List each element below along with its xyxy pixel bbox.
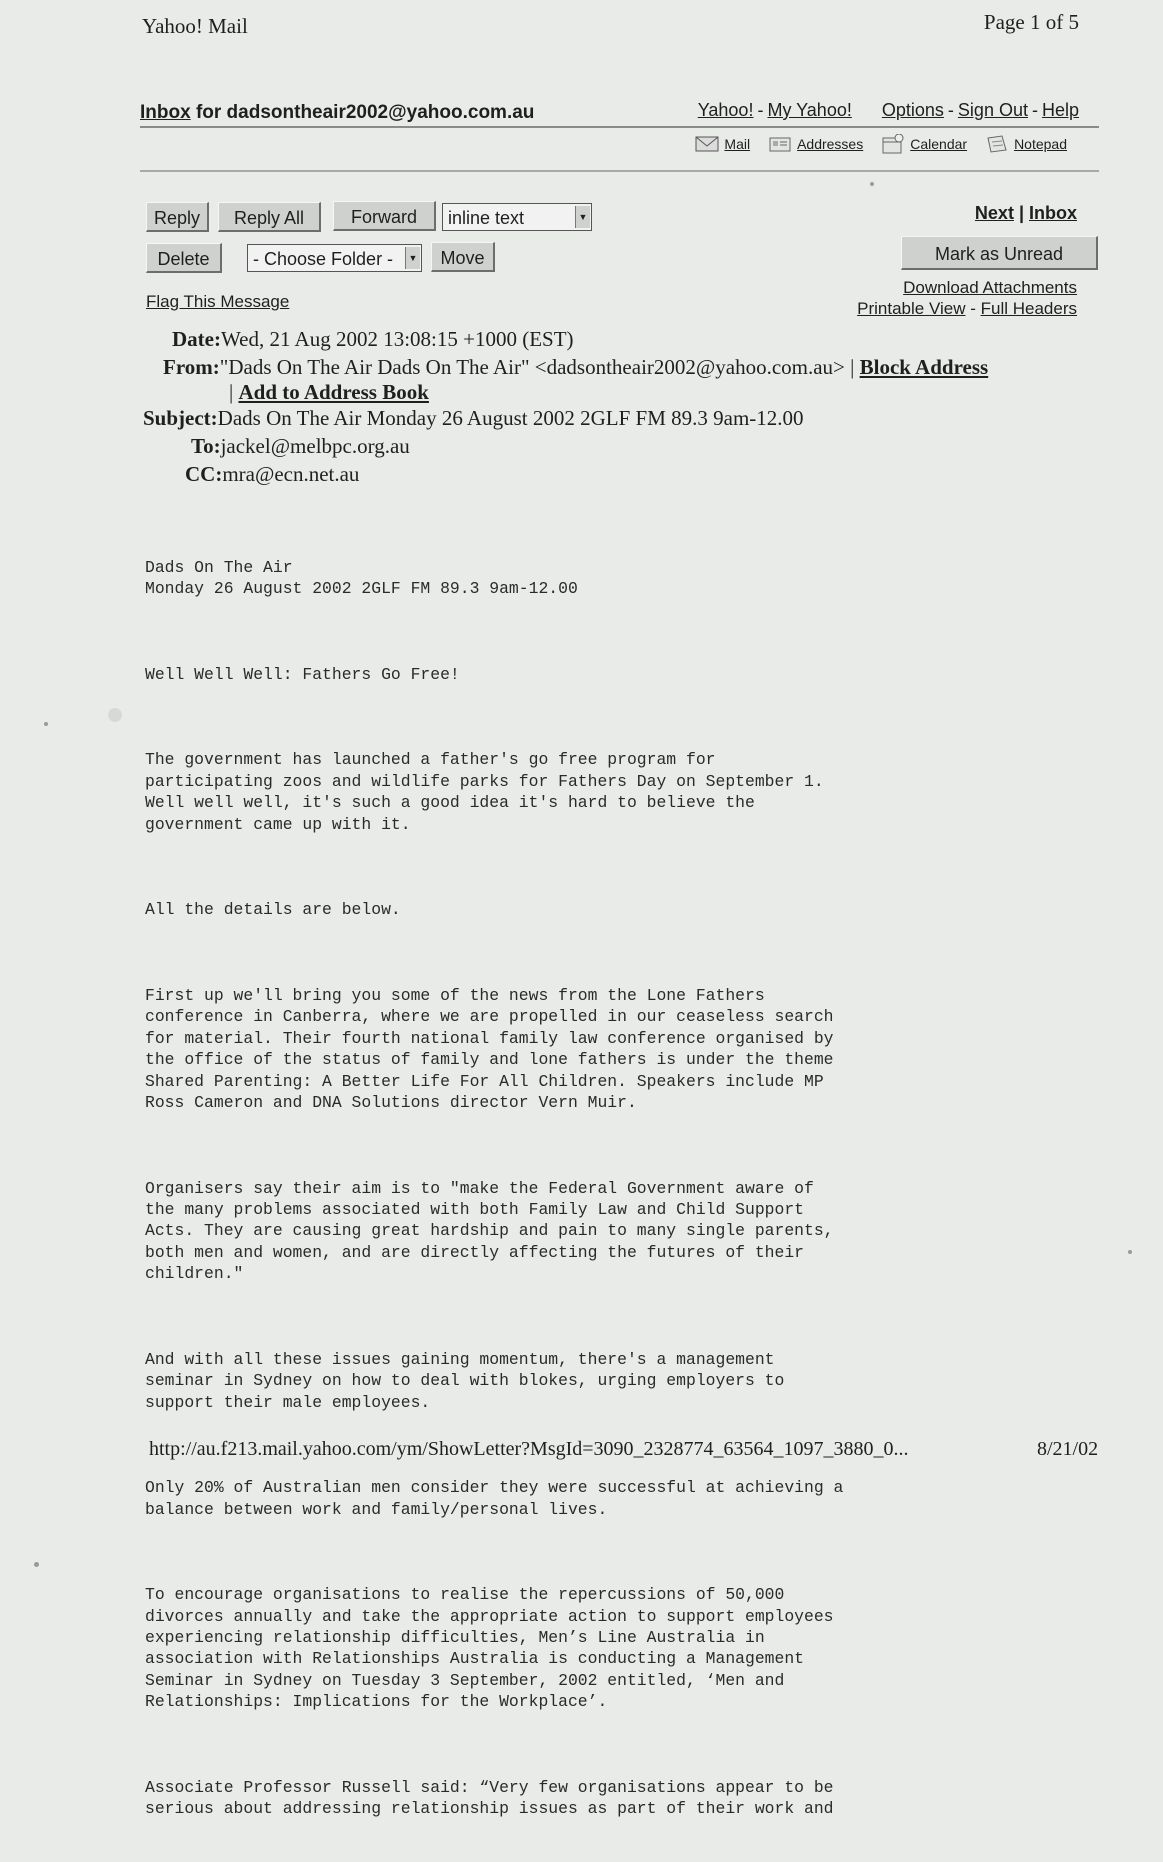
body-paragraph: First up we'll bring you some of the news from the Lone Fathers conference in Canberra, where we are propelled in our ceaseless search for material. Their fourth national family law conference organised by the office of the status of family and lone fathers is under the theme Shared Parenting: A Better Life For All Children. Speakers include MP Ross Cameron and DNA Solutions director Vern Muir. [145, 985, 834, 1112]
inbox-header [140, 102, 534, 124]
full-headers-link[interactable]: Full Headers [980, 299, 1077, 318]
addresses-icon [768, 135, 792, 153]
header-from-actions [229, 380, 429, 405]
choose-folder-value: - Choose Folder - [253, 249, 394, 269]
move-button[interactable]: Move [431, 242, 495, 272]
top-links [698, 100, 1079, 121]
print-footer-url: http://au.f213.mail.yahoo.com/ym/ShowLetter?MsgId=3090_2328774_63564_1097_3880_0... [149, 1438, 909, 1460]
calendar-icon [881, 134, 905, 154]
reply-format-value: inline text [448, 208, 525, 228]
download-attachments-link[interactable]: Download Attachments [903, 278, 1077, 297]
body-paragraph: To encourage organisations to realise the repercussions of 50,000 divorces annually and take the appropriate action to support employees experiencing relationship difficulties, Men’s Line Australia in association with Relationships Australia is conducting a Management Seminar in Sydney on Tuesday 3 September, 2002 entitled, ‘Men and Relationships: Implications for the Workplace’. [145, 1585, 834, 1712]
mail-icon [695, 135, 719, 153]
block-address-link[interactable]: Block Address [859, 355, 989, 379]
delete-button[interactable]: Delete [146, 243, 222, 273]
subject-label: Subject: [143, 406, 218, 430]
body-paragraph: The government has launched a father's go free program for participating zoos and wildlife parks for Fathers Day on September 1. Well well well, it's such a good idea it's hard to believe the government came up with it. [145, 750, 824, 834]
body-paragraph: All the details are below. [145, 900, 401, 920]
choose-folder-select[interactable] [247, 244, 422, 272]
add-to-address-book-link[interactable]: Add to Address Book [238, 380, 429, 404]
sign-out-link[interactable]: Sign Out [957, 100, 1028, 120]
scan-speck [1128, 1250, 1132, 1254]
print-page-number: Page 1 of 5 [983, 10, 1079, 34]
flag-message-link[interactable]: Flag This Message [146, 292, 290, 311]
body-paragraph: Associate Professor Russell said: “Very few organisations appear to be serious about addressing relationship issues as part of their work and [145, 1777, 834, 1819]
nav-divider [140, 170, 1099, 172]
print-footer-date: 8/21/02 [1037, 1438, 1099, 1460]
header-date-row [172, 327, 574, 352]
chevron-down-icon: ▼ [405, 247, 420, 269]
separator: | [229, 380, 234, 404]
header-cc-row [185, 462, 359, 487]
service-mail[interactable] [695, 135, 750, 153]
separator: - [757, 100, 764, 120]
body-paragraph: And with all these issues gaining momentum, there's a management seminar in Sydney on how to deal with blokes, urging employers to support their male employees. [145, 1349, 785, 1412]
print-header-title: Yahoo! Mail [142, 14, 248, 38]
body-paragraph: Well Well Well: Fathers Go Free! [145, 664, 460, 684]
chevron-down-icon: ▼ [575, 206, 590, 228]
date-value: Wed, 21 Aug 2002 13:08:15 +1000 (EST) [220, 327, 574, 351]
forward-button[interactable]: Forward [333, 201, 436, 231]
header-to-row [191, 434, 410, 459]
inbox-account-label: for dadsontheair2002@yahoo.com.au [195, 102, 535, 123]
to-label: To: [191, 434, 221, 458]
scan-speck [34, 1562, 39, 1567]
from-value: "Dads On The Air Dads On The Air" <dadsontheair2002@yahoo.com.au> [219, 355, 845, 379]
from-label: From: [163, 355, 220, 379]
service-calendar[interactable] [881, 134, 967, 154]
separator: - [1031, 100, 1038, 120]
body-paragraph: Only 20% of Australian men consider they were successful at achieving a balance between work and family/personal lives. [145, 1478, 844, 1519]
separator: - [947, 100, 954, 120]
cc-value: mra@ecn.net.au [222, 462, 360, 486]
header-from-row [163, 355, 988, 380]
service-calendar-label: Calendar [910, 136, 968, 152]
separator: | [850, 355, 855, 379]
cc-label: CC: [185, 462, 223, 486]
service-addresses-label: Addresses [797, 136, 864, 152]
reply-button[interactable]: Reply [146, 202, 209, 232]
scan-speck [870, 182, 874, 186]
date-label: Date: [172, 327, 221, 351]
printable-view-link[interactable]: Printable View [857, 299, 966, 318]
next-link[interactable]: Next [974, 203, 1014, 223]
to-value: jackel@melbpc.org.au [220, 434, 410, 458]
message-body [145, 514, 965, 1862]
header-divider [140, 126, 1099, 128]
header-subject-row [143, 406, 804, 431]
mark-as-unread-button[interactable]: Mark as Unread [901, 236, 1098, 270]
reply-all-button[interactable]: Reply All [218, 202, 321, 232]
service-notepad[interactable] [985, 134, 1067, 154]
service-mail-label: Mail [724, 136, 751, 152]
service-notepad-label: Notepad [1014, 136, 1067, 152]
service-nav [695, 134, 1067, 154]
separator: - [970, 299, 981, 318]
body-paragraph: Dads On The Air Monday 26 August 2002 2GLF FM 89.3 9am-12.00 [145, 557, 578, 599]
reply-format-select[interactable] [442, 203, 592, 231]
yahoo-link[interactable]: Yahoo! [697, 100, 754, 120]
notepad-icon [985, 134, 1009, 154]
service-addresses[interactable] [768, 135, 863, 153]
subject-value: Dads On The Air Monday 26 August 2002 2GLF FM 89.3 9am-12.00 [217, 406, 804, 430]
separator: | [1018, 203, 1029, 223]
my-yahoo-link[interactable]: My Yahoo! [767, 100, 852, 120]
message-navigation [975, 203, 1077, 224]
back-to-inbox-link[interactable]: Inbox [1029, 203, 1077, 223]
view-links [857, 299, 1077, 319]
options-link[interactable]: Options [881, 100, 944, 120]
inbox-link[interactable]: Inbox [140, 102, 191, 123]
scan-speck [44, 722, 48, 726]
scan-speck [108, 708, 122, 722]
help-link[interactable]: Help [1041, 100, 1079, 120]
body-paragraph: Organisers say their aim is to "make the Federal Government aware of the many problems associated with both Family Law and Child Support Acts. They are causing great hardship and pain to many single parents, both men and women, and are directly affecting the futures of their children." [145, 1178, 834, 1284]
